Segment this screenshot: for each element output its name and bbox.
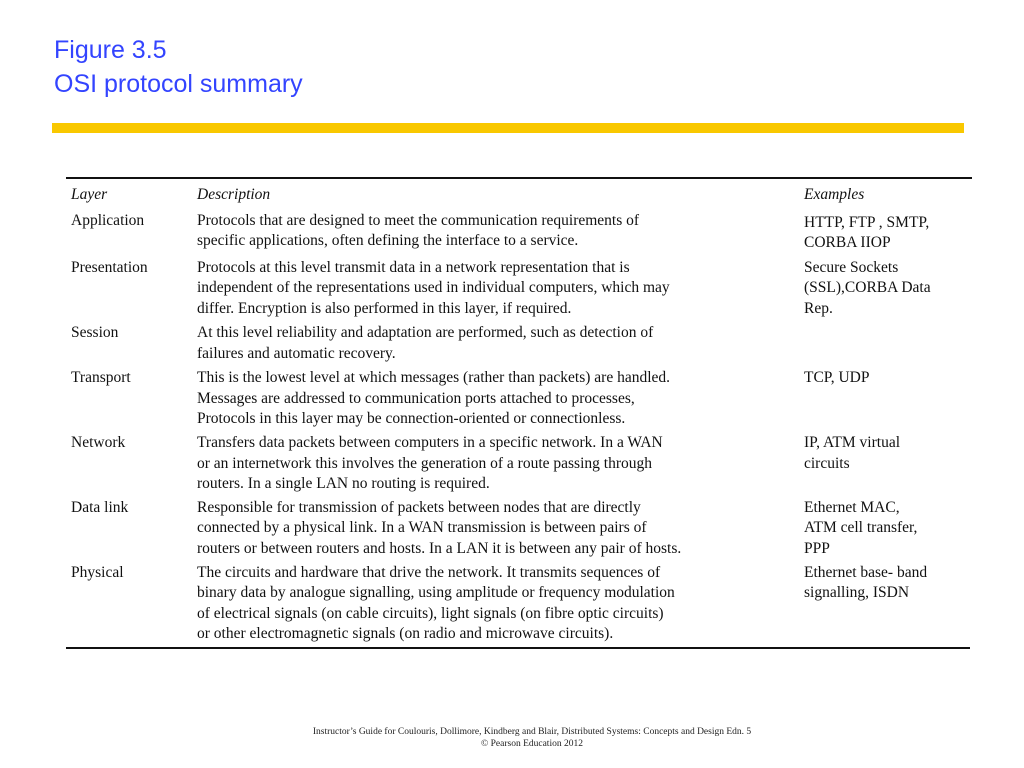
desc-line: Transfers data packets between computers in a specific network. In a WAN: [197, 434, 663, 451]
header-description: Description: [197, 186, 271, 203]
figure-number: Figure 3.5: [54, 36, 167, 64]
desc-line: At this level reliability and adaptation are performed, such as detection of: [197, 324, 654, 341]
desc-line: binary data by analogue signalling, using amplitude or frequency modulation: [197, 584, 675, 601]
example-line: PPP: [804, 540, 830, 557]
example-line: Ethernet MAC,: [804, 499, 900, 516]
example-line: CORBA IIOP: [804, 234, 891, 251]
example-line: ATM cell transfer,: [804, 519, 918, 536]
desc-line: routers or between routers and hosts. In a LAN it is between any pair of hosts.: [197, 540, 682, 557]
desc-line: This is the lowest level at which messages (rather than packets) are handled.: [197, 369, 671, 386]
desc-line: independent of the representations used in individual computers, which may: [197, 279, 670, 296]
layer-network: Network: [71, 434, 126, 451]
example-line: TCP, UDP: [804, 369, 870, 386]
layer-data-link: Data link: [71, 499, 129, 516]
header-examples: Examples: [804, 186, 865, 203]
layer-application: Application: [71, 212, 145, 229]
table-top-rule: [66, 177, 972, 179]
desc-line: routers. In a single LAN no routing is required.: [197, 475, 490, 492]
layer-physical: Physical: [71, 564, 124, 581]
example-line: signalling, ISDN: [804, 584, 910, 601]
accent-bar: [52, 123, 964, 133]
example-line: circuits: [804, 455, 850, 472]
example-line: Ethernet base- band: [804, 564, 928, 581]
slide-title: [54, 33, 303, 101]
desc-line: Messages are addressed to communication ports attached to processes,: [197, 390, 635, 407]
slide-footer: [0, 726, 1024, 750]
figure-caption: OSI protocol summary: [54, 70, 303, 98]
header-layer: Layer: [71, 186, 108, 203]
desc-line: Responsible for transmission of packets between nodes that are directly: [197, 499, 641, 516]
footer-citation: Instructor’s Guide for Coulouris, Dollimore, Kindberg and Blair, Distributed Systems: Concepts and Design Edn. 5: [312, 727, 752, 737]
desc-line: of electrical signals (on cable circuits), light signals (on fibre optic circuits): [197, 605, 664, 622]
example-line: Rep.: [804, 300, 833, 317]
desc-line: Protocols that are designed to meet the communication requirements of: [197, 212, 640, 229]
desc-line: connected by a physical link. In a WAN transmission is between pairs of: [197, 519, 647, 536]
footer-copyright: © Pearson Education 2012: [481, 739, 583, 749]
example-line: HTTP, FTP , SMTP,: [804, 214, 930, 231]
layer-session: Session: [71, 324, 119, 341]
example-line: Secure Sockets: [804, 259, 899, 276]
desc-line: or other electromagnetic signals (on radio and microwave circuits).: [197, 625, 614, 642]
desc-line: The circuits and hardware that drive the network. It transmits sequences of: [197, 564, 661, 581]
desc-line: Protocols in this layer may be connection-oriented or connectionless.: [197, 410, 626, 427]
example-line: IP, ATM virtual: [804, 434, 901, 451]
desc-line: failures and automatic recovery.: [197, 345, 396, 362]
layer-presentation: Presentation: [71, 259, 148, 276]
table-bottom-rule: [66, 647, 970, 649]
desc-line: specific applications, often defining the interface to a service.: [197, 232, 579, 249]
desc-line: or an internetwork this involves the generation of a route passing through: [197, 455, 652, 472]
desc-line: differ. Encryption is also performed in this layer, if required.: [197, 300, 572, 317]
desc-line: Protocols at this level transmit data in a network representation that is: [197, 259, 630, 276]
layer-transport: Transport: [71, 369, 131, 386]
example-line: (SSL),CORBA Data: [804, 279, 931, 296]
